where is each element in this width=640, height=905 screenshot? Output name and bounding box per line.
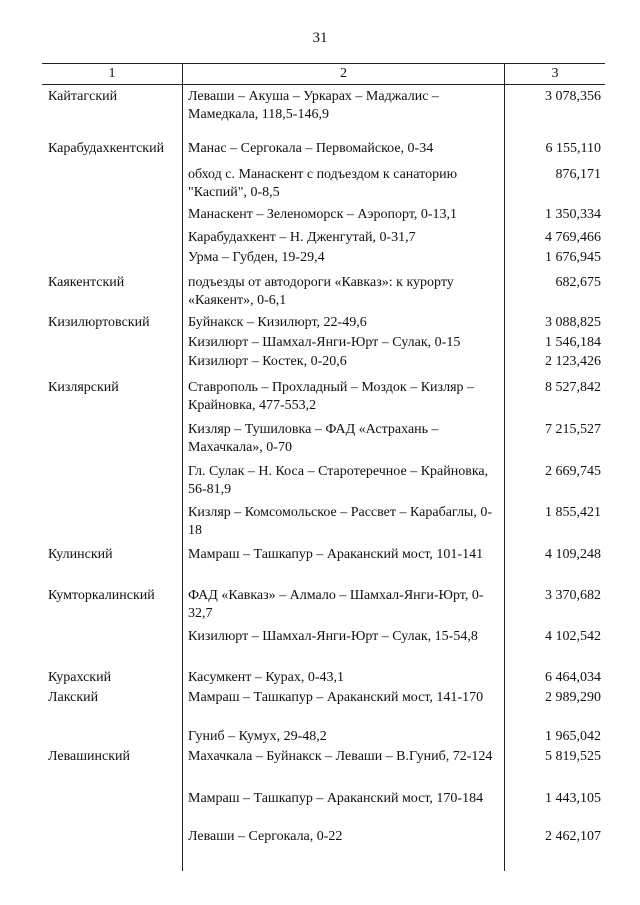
road-cell: подъезды от автодороги «Кавказ»: к курорту «Каякент», 0-6,1 [188, 275, 454, 308]
district-cell: Каякентский [48, 275, 125, 290]
road-cell: Касумкент – Курах, 0-43,1 [188, 670, 345, 685]
road-cell: Гл. Сулак – Н. Коса – Старотеречное – Крайновка, 56-81,9 [188, 464, 489, 497]
amount-cell: 1 965,042 [545, 729, 601, 744]
road-cell: Кизилюрт – Костек, 0-20,6 [188, 354, 347, 369]
header-col-3: 3 [551, 66, 559, 81]
header-col-1: 1 [108, 66, 116, 81]
amount-cell: 2 989,290 [545, 690, 601, 705]
road-cell: Буйнакск – Кизилюрт, 22-49,6 [188, 315, 367, 330]
district-cell: Левашинский [48, 749, 131, 764]
road-cell: Леваши – Сергокала, 0-22 [188, 829, 343, 844]
road-cell: Урма – Губден, 19-29,4 [188, 250, 325, 265]
road-cell: Манас – Сергокала – Первомайское, 0-34 [188, 141, 434, 156]
amount-cell: 4 109,248 [545, 547, 601, 562]
amount-cell: 682,675 [555, 275, 601, 290]
page-number: 31 [312, 30, 328, 46]
amount-cell: 6 464,034 [545, 670, 601, 685]
amount-cell: 1 443,105 [545, 791, 601, 806]
district-cell: Курахский [48, 670, 112, 685]
district-cell: Карабудахкентский [48, 141, 165, 156]
district-cell: Кайтагский [48, 89, 118, 104]
district-cell: Кизлярский [48, 380, 119, 395]
column-divider-1 [182, 85, 183, 871]
amount-cell: 1 350,334 [545, 207, 601, 222]
road-cell: Мамраш – Ташкапур – Араканский мост, 141-170 [188, 690, 484, 705]
road-cell: Кизилюрт – Шамхал-Янги-Юрт – Сулак, 15-54,8 [188, 629, 478, 644]
district-cell: Кулинский [48, 547, 113, 562]
road-cell: Ставрополь – Прохладный – Моздок – Кизляр – Крайновка, 477-553,2 [188, 380, 475, 413]
amount-cell: 3 078,356 [545, 89, 601, 104]
amount-cell: 1 855,421 [545, 505, 601, 520]
road-funding-table [42, 63, 605, 844]
road-cell: Карабудахкент – Н. Дженгутай, 0-31,7 [188, 230, 416, 245]
amount-cell: 4 769,466 [545, 230, 601, 245]
amount-cell: 876,171 [555, 167, 601, 182]
road-cell: Леваши – Акуша – Уркарах – Маджалис – Мамедкала, 118,5-146,9 [188, 89, 439, 122]
amount-cell: 5 819,525 [545, 749, 601, 764]
road-cell: ФАД «Кавказ» – Алмало – Шамхал-Янги-Юрт, 0-32,7 [188, 588, 484, 621]
district-cell: Кизилюртовский [48, 315, 150, 330]
amount-cell: 2 669,745 [545, 464, 601, 479]
amount-cell: 6 155,110 [545, 141, 601, 156]
road-cell: Мамраш – Ташкапур – Араканский мост, 101-141 [188, 547, 484, 562]
amount-cell: 3 370,682 [545, 588, 601, 603]
district-cell: Кумторкалинский [48, 588, 155, 603]
amount-cell: 7 215,527 [545, 422, 601, 437]
amount-cell: 3 088,825 [545, 315, 601, 330]
amount-cell: 2 123,426 [545, 354, 601, 369]
amount-cell: 1 546,184 [545, 335, 601, 350]
amount-cell: 8 527,842 [545, 380, 601, 395]
district-cell: Лакский [48, 690, 99, 705]
table-header [42, 63, 605, 85]
road-cell: обход с. Манаскент с подъездом к санаторию "Каспий", 0-8,5 [188, 167, 458, 200]
road-cell: Мамраш – Ташкапур – Араканский мост, 170-184 [188, 791, 484, 806]
road-cell: Кизляр – Комсомольское – Рассвет – Карабаглы, 0-18 [188, 505, 492, 538]
amount-cell: 4 102,542 [545, 629, 601, 644]
road-cell: Кизляр – Тушиловка – ФАД «Астрахань – Махачкала», 0-70 [188, 422, 439, 455]
road-cell: Кизилюрт – Шамхал-Янги-Юрт – Сулак, 0-15 [188, 335, 461, 350]
header-col-2: 2 [182, 64, 505, 84]
amount-cell: 1 676,945 [545, 250, 601, 265]
road-cell: Махачкала – Буйнакск – Леваши – В.Гуниб, 72-124 [188, 749, 493, 764]
road-cell: Манаскент – Зеленоморск – Аэропорт, 0-13,1 [188, 207, 458, 222]
road-cell: Гуниб – Кумух, 29-48,2 [188, 729, 327, 744]
amount-cell: 2 462,107 [545, 829, 601, 844]
